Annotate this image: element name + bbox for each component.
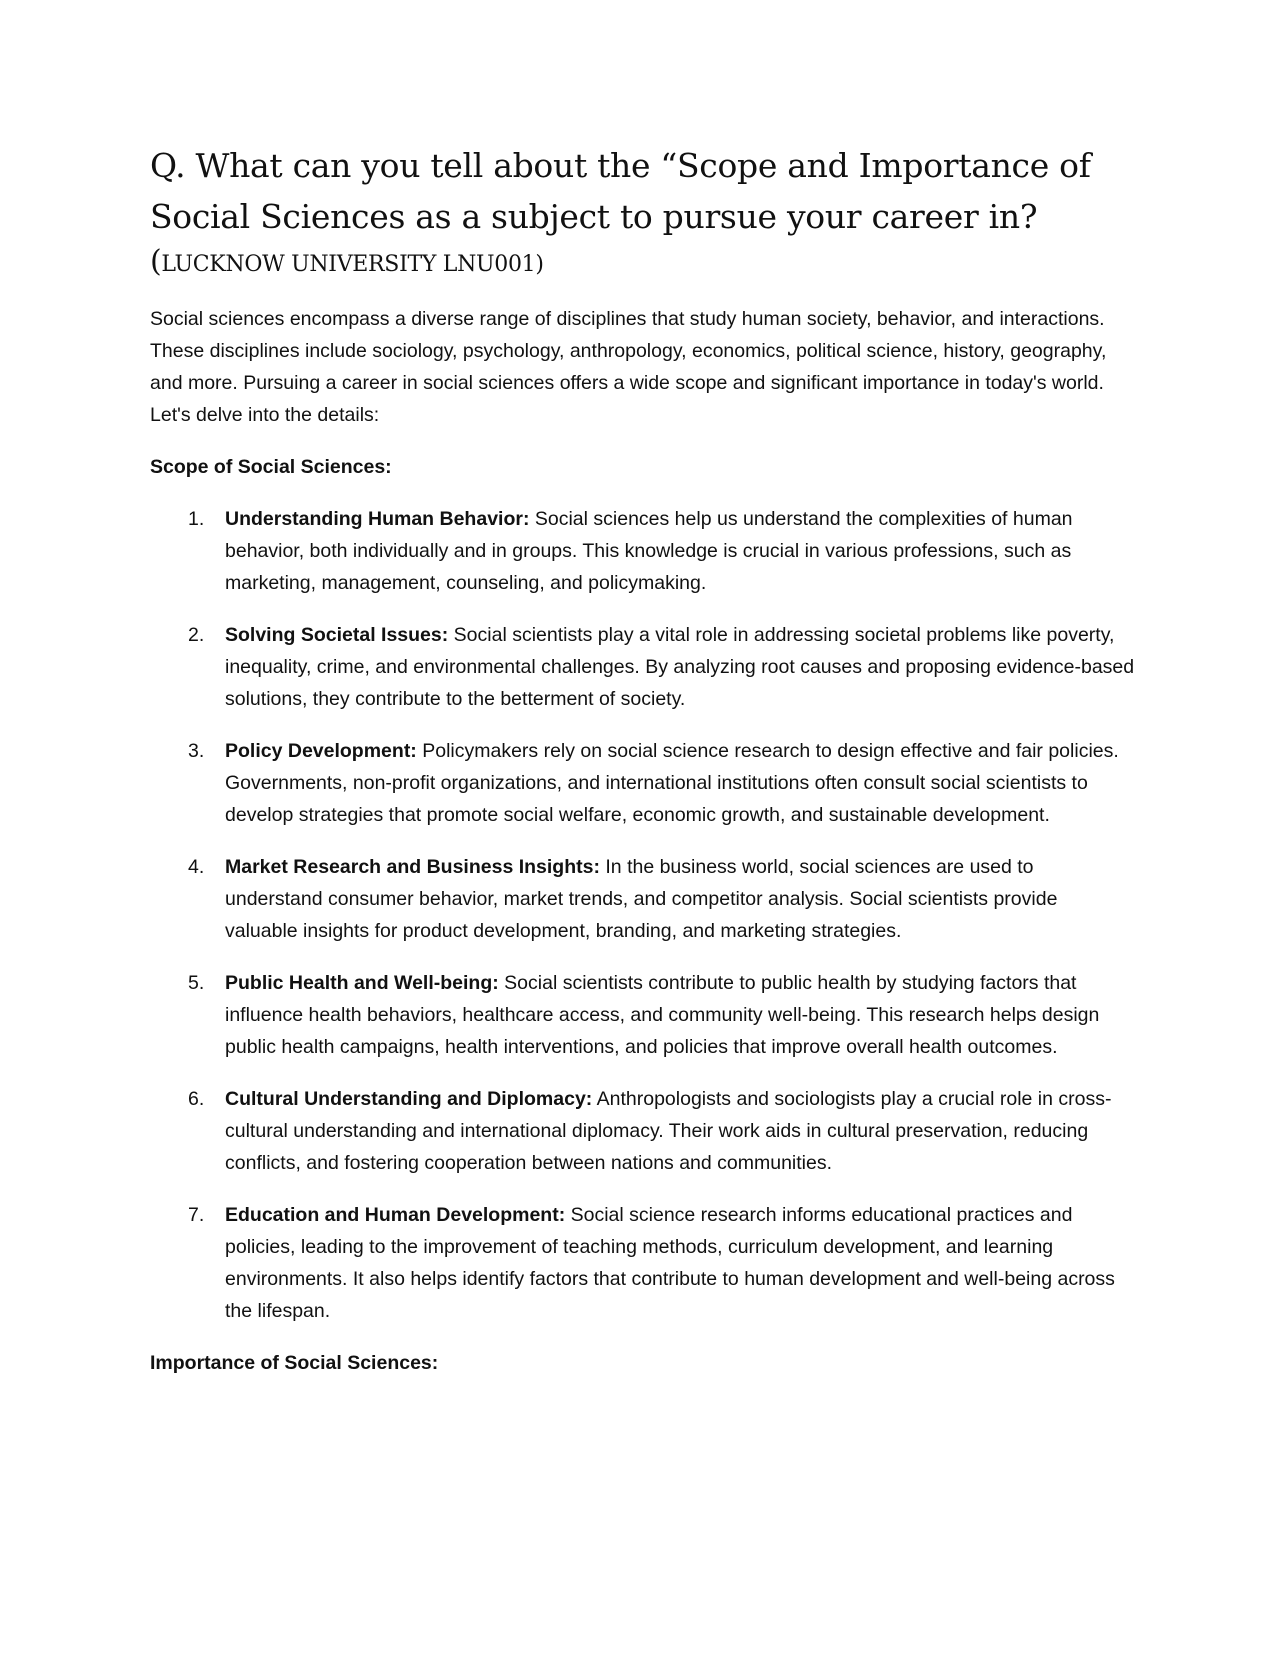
importance-heading: Importance of Social Sciences: [150,1352,439,1374]
list-item-number: 5. [188,972,205,994]
list-item-text: Social scientists contribute to public health by studying factors that influence health behaviors, healthcare access, and community well-being. This research helps design public health campaigns, health interventions, and policies that improve overall health outcomes. [225,972,1100,1058]
list-item-text: Social scientists play a vital role in addressing societal problems like poverty, inequality, crime, and environmental challenges. By analyzing root causes and proposing evidence-based solutions, they contribute to the betterment of society. [225,624,1135,710]
list-item-text: Policymakers rely on social science research to design effective and fair policies. Governments, non-profit organizations, and international institutions often consult social scientists to develop strategies that promote social welfare, economic growth, and sustainable development. [225,740,1119,826]
list-item-text: Social sciences help us understand the complexities of human behavior, both individually and in groups. This knowledge is crucial in various professions, such as marketing, management, counseling, and policymaking. [225,508,1073,594]
question-title: Q. What can you tell about the “Scope and Importance of Social Sciences as a subject to pursue your career in? [150,146,1091,236]
list-item-term: Market Research and Business Insights: [225,856,600,878]
list-item-term: Solving Societal Issues: [225,624,449,646]
list-item [150,1199,1135,1327]
subtitle-paren: ( [150,244,162,279]
scope-heading: Scope of Social Sciences: [150,456,392,478]
list-item-number: 4. [188,856,205,878]
list-item [150,1083,1135,1179]
list-item-text: Social science research informs educational practices and policies, leading to the improvement of teaching methods, curriculum development, and learning environments. It also helps identify factors that contribute to human development and well-being across the lifespan. [225,1204,1115,1322]
scope-list [150,503,1135,1327]
list-item [150,503,1135,599]
list-item-text: In the business world, social sciences are used to understand consumer behavior, market trends, and competitor analysis. Social scientists provide valuable insights for product development, branding, and marketing strategies. [225,856,1058,942]
document-page [150,140,1135,1379]
intro-paragraph: Social sciences encompass a diverse range of disciplines that study human society, behavior, and interactions. These disciplines include sociology, psychology, anthropology, economics, political science, history, geography, and more. Pursuing a career in social sciences offers a wide scope and significant importance in today's world. Let's delve into the details: [150,308,1107,426]
list-item-term: Education and Human Development: [225,1204,566,1226]
list-item-term: Public Health and Well-being: [225,972,499,994]
list-item-term: Policy Development: [225,740,417,762]
list-item [150,619,1135,715]
list-item-number: 3. [188,740,205,762]
list-item [150,735,1135,831]
list-item-number: 2. [188,624,205,646]
list-item-number: 7. [188,1204,205,1226]
university-code [150,244,1135,283]
list-item-number: 1. [188,508,205,530]
list-item-term: Understanding Human Behavior: [225,508,530,530]
list-item-term: Cultural Understanding and Diplomacy: [225,1088,593,1110]
list-item-number: 6. [188,1088,205,1110]
list-item [150,967,1135,1063]
list-item [150,851,1135,947]
list-item-text: Anthropologists and sociologists play a crucial role in cross-cultural understanding and international diplomacy. Their work aids in cultural preservation, reducing conflicts, and fostering cooperation between nations and communities. [225,1088,1112,1174]
subtitle-text: LUCKNOW UNIVERSITY LNU001) [161,252,544,277]
